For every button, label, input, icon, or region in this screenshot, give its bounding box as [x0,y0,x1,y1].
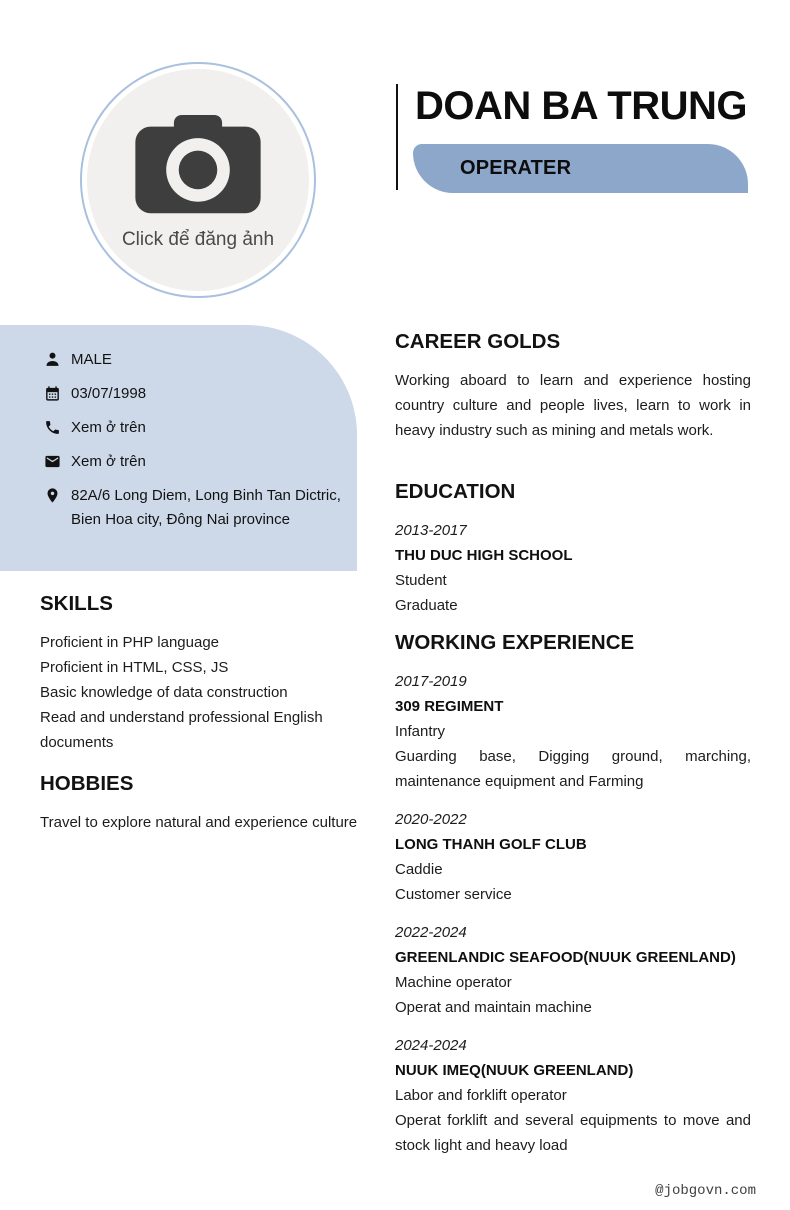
email-icon [44,453,61,470]
experience-entry [395,920,751,1020]
address-value: 82A/6 Long Diem, Long Binh Tan Dictric, Bien Hoa city, Đông Nai province [71,487,341,528]
experience-entry [395,807,751,907]
experience-period: 2017-2019 [395,673,467,690]
location-icon [44,487,61,504]
hobbies-section [40,770,366,835]
career-goals-heading: CAREER GOLDS [395,330,561,353]
contact-row-address [44,484,357,532]
contact-row-birthdate [44,382,357,406]
birthdate-value: 03/07/1998 [71,385,147,402]
experience-line: Machine operator [395,974,512,991]
skill-item: Basic knowledge of data construction [40,684,288,701]
site-watermark: @jobgovn.com [655,1183,756,1199]
education-line: Student [395,572,447,589]
person-icon [44,351,61,368]
experience-period: 2024-2024 [395,1037,467,1054]
photo-placeholder-disc [87,69,309,291]
education-heading: EDUCATION [395,480,516,503]
experience-heading: WORKING EXPERIENCE [395,631,635,654]
contact-info-box [0,325,357,571]
skills-section [40,590,366,755]
experience-line: Operat forklift and several equipments to move and stock light and heavy load [395,1112,751,1154]
experience-line: Guarding base, Digging ground, marching, maintenance equipment and Farming [395,748,751,790]
education-organization: THU DUC HIGH SCHOOL [395,547,573,564]
experience-period: 2020-2022 [395,811,467,828]
experience-organization: GREENLANDIC SEAFOOD(NUUK GREENLAND) [395,949,736,966]
experience-line: Caddie [395,861,443,878]
experience-line: Operat and maintain machine [395,999,592,1016]
experience-line: Customer service [395,886,512,903]
experience-section [395,629,751,1171]
camera-icon [134,115,262,221]
photo-upload-label: Click để đăng ảnh [121,229,275,250]
skill-item: Proficient in PHP language [40,634,220,651]
email-value: Xem ở trên [71,453,146,470]
experience-organization: 309 REGIMENT [395,698,504,715]
calendar-icon [44,385,61,402]
hobbies-heading: HOBBIES [40,772,134,795]
header-divider-line [396,84,398,190]
experience-entry [395,1033,751,1158]
job-title: OPERATER [460,157,572,179]
gender-value: MALE [71,351,112,368]
education-line: Graduate [395,597,458,614]
job-title-banner [413,144,748,193]
skill-item: Read and understand professional English documents [40,709,323,751]
education-period: 2013-2017 [395,522,467,539]
candidate-name: DOAN BA TRUNG [415,84,747,128]
career-goals-text: Working aboard to learn and experience hosting country culture and people lives, learn to work in heavy industry such as mining and metals work. [395,372,751,439]
experience-line: Labor and forklift operator [395,1087,567,1104]
skills-heading: SKILLS [40,592,113,615]
hobby-item: Travel to explore natural and experience culture [40,814,358,831]
experience-line: Infantry [395,723,446,740]
phone-icon [44,419,61,436]
contact-row-phone [44,416,357,440]
experience-entry [395,669,751,794]
phone-value: Xem ở trên [71,419,146,436]
photo-upload-button[interactable] [80,62,316,298]
contact-row-gender [44,348,357,372]
skill-item: Proficient in HTML, CSS, JS [40,659,229,676]
contact-row-email [44,450,357,474]
education-section [395,478,751,631]
career-goals-section [395,328,751,443]
experience-organization: LONG THANH GOLF CLUB [395,836,587,853]
education-entry [395,518,751,618]
experience-period: 2022-2024 [395,924,467,941]
experience-organization: NUUK IMEQ(NUUK GREENLAND) [395,1062,634,1079]
